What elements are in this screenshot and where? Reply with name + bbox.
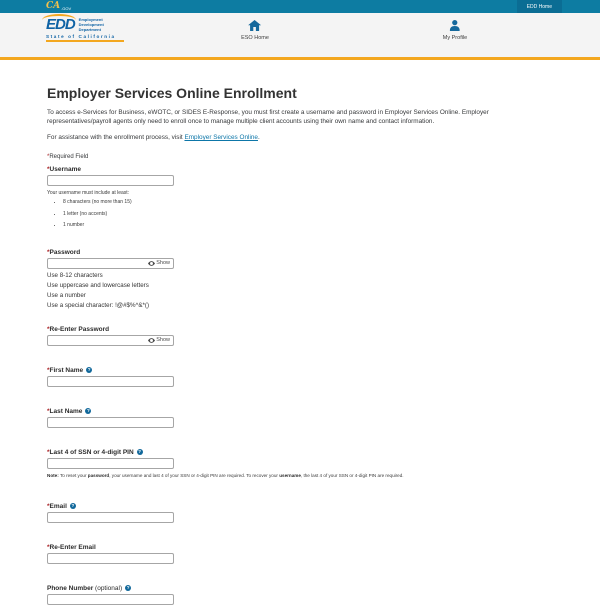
last-name-help-icon[interactable]: ?	[87, 407, 90, 413]
nav-eso-home-label: ESO Home	[241, 34, 269, 41]
profile-icon	[450, 20, 460, 31]
username-input[interactable]	[47, 175, 174, 186]
assistance-text: For assistance with the enrollment process, visit Employer Services Online.	[47, 134, 260, 142]
username-rule: • 8 characters (no more than 15)	[63, 200, 553, 206]
show-reenter-password-button[interactable]: Show	[148, 337, 170, 343]
ca-gov-logo[interactable]	[46, 0, 71, 13]
password-label: *Password	[47, 248, 81, 256]
edd-logo-word-3: Department	[78, 26, 101, 32]
edd-logo-state-text: State of California	[46, 34, 124, 43]
page-title: Employer Services Online Enrollment	[47, 85, 297, 101]
first-name-field	[47, 367, 553, 387]
ca-gov-logo-text: CA	[46, 1, 61, 11]
ssn-pin-input[interactable]	[47, 458, 174, 469]
username-rules-list	[47, 200, 553, 229]
phone-label: Phone Number (optional) ?	[47, 584, 130, 592]
reenter-password-input[interactable]	[50, 336, 148, 345]
top-utility-bar	[0, 0, 600, 13]
first-name-input[interactable]	[47, 376, 174, 387]
password-rule: Use a number	[47, 291, 86, 299]
phone-field	[47, 585, 553, 605]
username-label: *Username	[47, 166, 81, 174]
eye-icon	[148, 338, 155, 343]
required-field-note: *Required Field	[47, 154, 89, 161]
first-name-label: *First Name ?	[47, 366, 91, 374]
edd-logo-word-2: Development	[78, 21, 104, 27]
ssn-pin-label: *Last 4 of SSN or 4-digit PIN ?	[47, 448, 142, 456]
last-name-field	[47, 408, 553, 428]
email-field	[47, 503, 553, 523]
password-rules	[47, 271, 553, 311]
enrollment-page	[0, 85, 600, 605]
intro-text: To access e-Services for Business, eWOTC, or SIDES E-Response, you must first create a username and password in Employer Services Online. Employer representatives/payroll agents only need to enroll once to manage multiple client accounts using their own name and contact information.	[47, 109, 489, 125]
nav-eso-home[interactable]	[241, 20, 269, 41]
eye-icon	[148, 261, 155, 266]
email-label: *Email ?	[47, 502, 75, 510]
password-rule: Use 8-12 characters	[47, 271, 103, 279]
ca-gov-logo-suffix: .GOV	[61, 5, 72, 11]
nav-my-profile[interactable]	[443, 20, 467, 41]
reenter-email-field	[47, 544, 553, 564]
phone-help-icon[interactable]: ?	[126, 584, 130, 590]
last-name-label: *Last Name ?	[47, 407, 90, 415]
email-input[interactable]	[47, 512, 174, 523]
password-rule: Use uppercase and lowercase letters	[47, 281, 149, 289]
home-icon	[248, 20, 261, 31]
password-input-box	[47, 258, 174, 269]
ssn-pin-help-icon[interactable]: ?	[138, 448, 142, 454]
show-password-button[interactable]: Show	[148, 260, 170, 266]
username-field	[47, 166, 553, 229]
ssn-pin-note: Note: To reset your password, your username and last 4 of your SSN or 4-digit PIN are required. To recover your username, the last 4 of your SSN or 4-digit PIN are required.	[47, 472, 404, 478]
site-header	[0, 13, 600, 57]
gold-divider	[0, 57, 600, 60]
first-name-help-icon[interactable]: ?	[87, 366, 91, 372]
edd-logo-acronym: EDD	[46, 16, 75, 33]
reenter-email-label: *Re-Enter Email	[47, 543, 96, 551]
password-input[interactable]	[50, 259, 148, 268]
reenter-password-label: *Re-Enter Password	[47, 325, 110, 333]
ssn-pin-field	[47, 449, 553, 478]
edd-logo-word-1: Employment	[78, 17, 103, 22]
edd-logo[interactable]	[46, 17, 124, 42]
employer-services-online-link[interactable]: Employer Services Online	[184, 134, 258, 142]
required-asterisk: *	[47, 154, 50, 161]
password-rule: Use a special character: !@#$%^&*()	[47, 301, 150, 309]
password-field	[47, 249, 553, 311]
reenter-password-input-box	[47, 335, 174, 346]
edd-home-button[interactable]: EDD Home	[517, 0, 562, 13]
username-rule: • 1 number	[63, 223, 553, 229]
username-rules-title: Your username must include at least:	[47, 190, 130, 197]
email-help-icon[interactable]: ?	[71, 502, 75, 508]
phone-optional-suffix: (optional)	[93, 584, 123, 592]
reenter-email-input[interactable]	[47, 553, 174, 564]
reenter-password-field	[47, 326, 553, 346]
last-name-input[interactable]	[47, 417, 174, 428]
username-rule: • 1 letter (no accents)	[63, 212, 553, 218]
nav-my-profile-label: My Profile	[442, 34, 468, 41]
phone-input[interactable]	[47, 594, 174, 605]
